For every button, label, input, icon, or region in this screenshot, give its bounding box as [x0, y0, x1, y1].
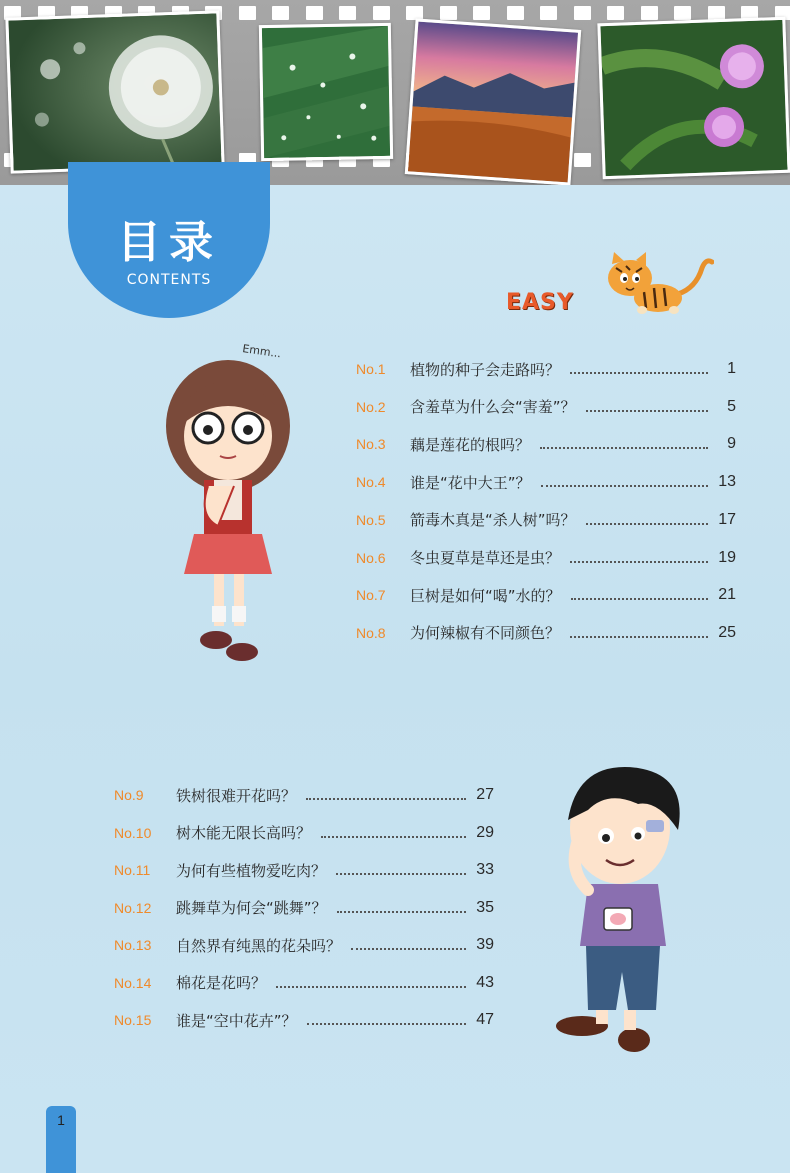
film-strip-header [0, 0, 790, 185]
toc-entry-title: 谁是“空中花卉”？ [176, 1011, 297, 1030]
page-number-tab [46, 1106, 76, 1173]
film-hole [440, 6, 457, 20]
toc-entry-page: 17 [718, 510, 736, 528]
toc-entry-page: 5 [727, 397, 736, 415]
toc-entry[interactable] [356, 394, 736, 420]
film-hole [306, 6, 323, 20]
toc-entry-number: No.4 [356, 474, 386, 491]
toc-entry-title: 树木能无限长高吗？ [176, 824, 312, 842]
toc-entry-number: No.8 [356, 624, 386, 641]
film-hole [574, 153, 591, 167]
film-hole [708, 6, 725, 20]
dandelion-photo [5, 10, 224, 173]
toc-entry-title: 跳舞草为何会“跳舞”？ [176, 899, 327, 917]
toc-entry[interactable] [356, 545, 736, 571]
toc-entry[interactable] [114, 1007, 494, 1033]
toc-entry-number: No.2 [356, 398, 386, 415]
toc-entry-page: 43 [476, 973, 494, 991]
toc-entry-title: 巨树是如何“喝”水的？ [410, 586, 561, 605]
toc-entry-page: 19 [718, 548, 736, 566]
toc-entry[interactable] [114, 857, 494, 883]
toc-entry-page: 39 [476, 936, 494, 953]
toc-entry-number: No.6 [356, 549, 386, 566]
film-hole [239, 6, 256, 20]
toc-entry-number: No.5 [356, 511, 386, 528]
toc-leader-dots [307, 1015, 466, 1025]
toc-leader-dots [586, 515, 708, 525]
thinking-girl-illustration [158, 336, 298, 668]
toc-entry[interactable] [114, 782, 494, 808]
toc-entry-page: 25 [718, 623, 736, 641]
film-hole [339, 6, 356, 20]
toc-leader-dots [570, 364, 708, 374]
toc-leader-dots [586, 402, 708, 412]
toc-entry-title: 自然界有纯黑的花朵吗？ [176, 936, 342, 955]
toc-leader-dots [541, 477, 708, 487]
toc-entry-number: No.14 [114, 974, 152, 991]
toc-entry[interactable] [356, 507, 736, 533]
toc-entry[interactable] [356, 469, 736, 495]
toc-entry-page: 47 [476, 1011, 494, 1028]
film-hole [272, 6, 289, 20]
film-hole [507, 6, 524, 20]
toc-entry-number: No.3 [356, 436, 386, 453]
toc-entry-number: No.1 [356, 361, 386, 377]
water-drops-leaf-photo [259, 23, 393, 161]
toc-entry-page: 33 [476, 861, 494, 878]
page-title: 目录 [117, 217, 221, 268]
toc-leader-dots [321, 828, 466, 838]
toc-entry-page: 29 [476, 823, 494, 841]
toc-entry-title: 箭毒木真是“杀人树”吗？ [410, 511, 576, 530]
film-hole [373, 6, 390, 20]
toc-leader-dots [570, 553, 708, 563]
toc-entry[interactable] [356, 620, 736, 646]
mimosa-flower-photo [597, 17, 790, 179]
toc-leader-dots [337, 903, 466, 913]
film-hole [641, 6, 658, 20]
toc-entry-title: 藕是莲花的根吗？ [410, 435, 531, 454]
toc-entry-page: 13 [718, 473, 736, 491]
page-number: 1 [57, 1112, 65, 1128]
toc-leader-dots [336, 865, 466, 875]
easy-level-badge: EASY [506, 290, 574, 315]
toc-leader-dots [570, 628, 708, 638]
boy-illustration [548, 760, 694, 1056]
toc-entry-page: 1 [727, 360, 736, 377]
film-hole [574, 6, 591, 20]
toc-entry[interactable] [356, 356, 736, 382]
toc-entry-title: 为何辣椒有不同颜色？ [410, 624, 561, 643]
film-hole [674, 6, 691, 20]
toc-leader-dots [571, 590, 708, 600]
toc-entry-number: No.11 [114, 862, 151, 878]
toc-leader-dots [306, 790, 466, 800]
toc-entry-title: 冬虫夏草是草还是虫？ [410, 549, 561, 567]
toc-entry-number: No.9 [114, 787, 144, 803]
toc-entry-title: 谁是“花中大王”？ [410, 473, 531, 492]
page-subtitle: CONTENTS [126, 272, 212, 288]
toc-entry-title: 为何有些植物爱吃肉？ [176, 861, 327, 880]
tiger-cub-icon [596, 248, 714, 320]
toc-entry-number: No.13 [114, 937, 152, 953]
toc-entry-number: No.7 [356, 587, 386, 604]
toc-entry-number: No.10 [114, 824, 152, 841]
toc-entry-title: 植物的种子会走路吗？ [410, 360, 561, 379]
toc-leader-dots [276, 978, 466, 988]
girl-thought-text: Emm... [241, 342, 282, 361]
toc-leader-dots [540, 439, 708, 449]
mountain-sunset-photo [405, 18, 581, 185]
toc-entry-number: No.15 [114, 1012, 152, 1028]
toc-entry[interactable] [114, 970, 494, 996]
toc-entry-page: 27 [476, 786, 494, 803]
toc-entry-title: 铁树很难开花吗？ [176, 786, 297, 805]
toc-entry-page: 9 [727, 435, 736, 453]
toc-entry-page: 21 [718, 586, 736, 604]
film-hole [540, 6, 557, 20]
toc-entry-page: 35 [476, 898, 494, 916]
toc-entry-title: 含羞草为什么会“害羞”？ [410, 398, 576, 417]
toc-entry-number: No.12 [114, 899, 152, 916]
film-hole [473, 6, 490, 20]
film-hole [607, 6, 624, 20]
toc-entry[interactable] [114, 820, 494, 846]
toc-entry[interactable] [356, 582, 736, 608]
toc-entry[interactable] [114, 932, 494, 958]
toc-entry[interactable] [356, 431, 736, 457]
toc-entry-title: 棉花是花吗？ [176, 974, 267, 992]
toc-entry[interactable] [114, 895, 494, 921]
toc-leader-dots [351, 940, 466, 950]
